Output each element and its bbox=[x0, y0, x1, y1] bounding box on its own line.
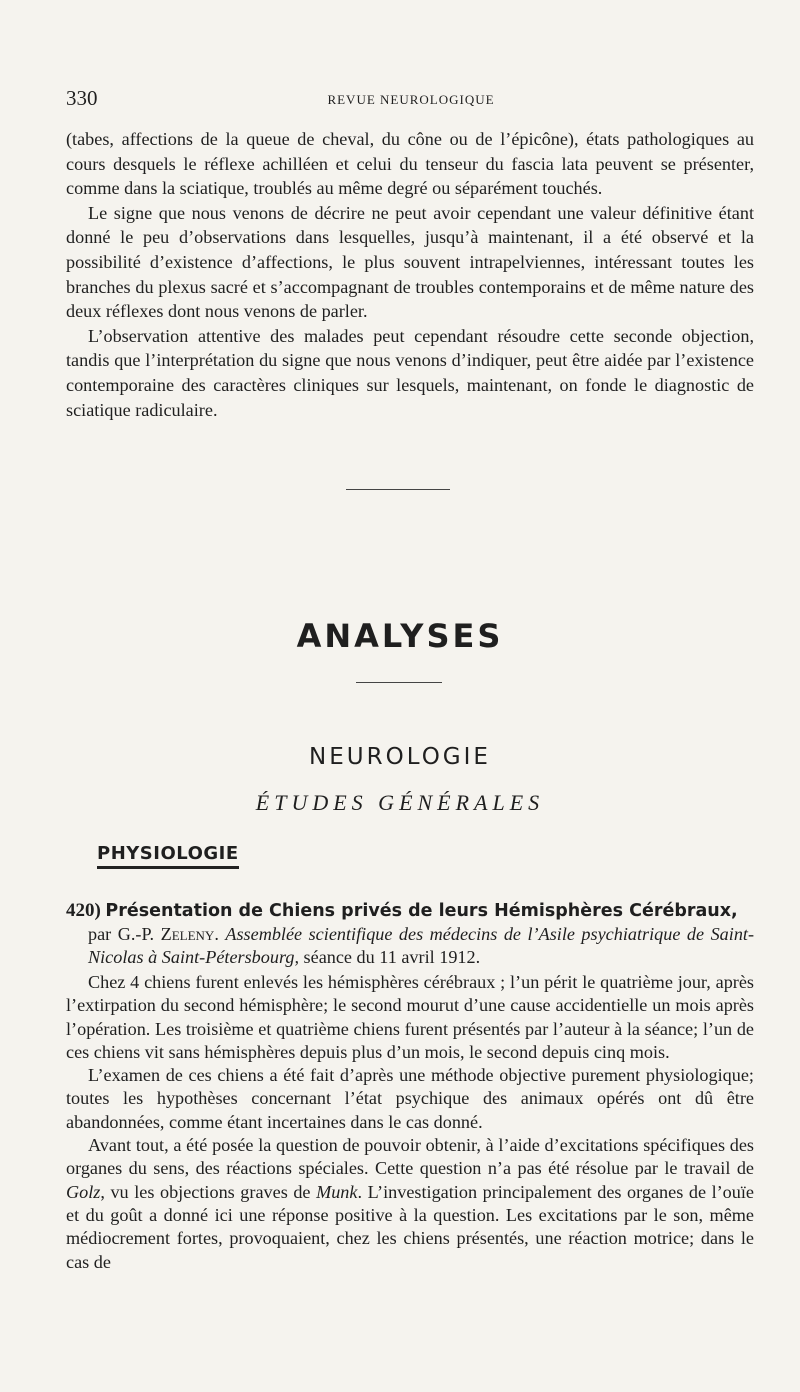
entry-date: séance du 11 avril 1912. bbox=[303, 947, 481, 967]
analysis-p3-part-a: Avant tout, a été posée la question de pouvoir obtenir, à l’aide d’excitations spécifiques des organes du sens, des réactions spéciales. Cette question n’a pas été résolue par le travail de bbox=[66, 1135, 754, 1179]
subsubsection-title: ÉTUDES GÉNÉRALES bbox=[255, 790, 545, 815]
section-divider-bottom bbox=[356, 682, 442, 683]
name-golz: Golz bbox=[66, 1181, 101, 1202]
analysis-paragraph-1: Chez 4 chiens furent enlevés les hémisphères cérébraux ; l’un périt le quatrième jour, après l’extirpation du second hémisphère; le second mourut d’une cause accidentielle un mois après l’opération. Les troisième et quatrième chiens furent présentés par l’auteur à la séance; l’un de ces chiens vit sans hémisphères depuis plus d’un mois, le second depuis cinq mois. bbox=[66, 972, 754, 1062]
analysis-paragraph-2: L’examen de ces chiens a été fait d’après une méthode objective purement physiologique; toutes les hypothèses concernant l’état psychique des animaux opérés ont dû être abandonnées, comme étant incertaines dans le cas donné. bbox=[66, 1065, 754, 1132]
entry-author: Zeleny bbox=[160, 924, 215, 944]
analysis-text bbox=[66, 971, 754, 1274]
subsection-title: NEUROLOGIE bbox=[309, 744, 491, 770]
entry-citation: par G.-P. Zeleny. Assemblée scientifique des médecins de l’Asile psychiatrique de Saint-Nicolas à Saint-Pétersbourg, séance du 11 avril 1912. bbox=[88, 924, 755, 967]
entry-number: 420) bbox=[66, 900, 101, 921]
page-number: 330 bbox=[66, 86, 98, 110]
intro-text bbox=[66, 127, 754, 422]
entry-title-line bbox=[66, 899, 754, 923]
entry-venue: Assemblée scientifique des médecins de l’Asile psychiatrique de Saint-Nicolas à Saint-Pétersbourg, bbox=[88, 924, 755, 967]
entry-title: Présentation de Chiens privés de leurs Hémisphères Cérébraux, bbox=[105, 901, 738, 921]
running-title: REVUE NEUROLOGIQUE bbox=[327, 92, 495, 107]
analysis-p3-part-b: , vu les objections graves de bbox=[100, 1181, 311, 1202]
intro-paragraph-1: (tabes, affections de la queue de cheval, du cône ou de l’épicône), états pathologiques au cours desquels le réflexe achilléen et celui du tenseur du fascia lata peuvent se présenter, comme dans la sciatique, troublés au même degré ou séparément touchés. bbox=[66, 129, 754, 199]
page-header bbox=[66, 86, 756, 116]
analysis-p3-part-c: . L’investigation principalement des organes de l’ouïe et du goût a donné ici une réponse positive à la question. Les excitations par le son, même médiocrement fortes, provoquaient, chez les chiens présentés, une réaction motrice; dans le cas de bbox=[66, 1181, 754, 1272]
analysis-paragraph-3 bbox=[66, 1134, 754, 1274]
intro-paragraph-3: L’observation attentive des malades peut cependant résoudre cette seconde objection, tandis que l’interprétation du signe que nous venons d’indiquer, peut être aidée par l’existence contemporaine des caractères cliniques sur lesquels, maintenant, on fonde le diagnostic de sciatique radiculaire. bbox=[66, 325, 754, 420]
entry-heading bbox=[66, 899, 754, 969]
section-title: ANALYSES bbox=[296, 617, 504, 655]
intro-paragraph-2: Le signe que nous venons de décrire ne peut avoir cependant une valeur définitive étant donné le peu d’observations dans lesquelles, jusqu’à maintenant, il a été observé et la possibilité d’existence d’affections, le plus souvent intrapelviennes, intéressant toutes les branches du plexus sacré et s’accompagnant de troubles contemporains et de même nature des deux réflexes dont nous venons de parler. bbox=[66, 202, 754, 322]
name-munk: Munk bbox=[316, 1181, 358, 1202]
entry-by-prefix: par G.-P. bbox=[88, 924, 155, 944]
section-divider-top bbox=[346, 489, 450, 490]
category-heading: PHYSIOLOGIE bbox=[97, 843, 239, 869]
